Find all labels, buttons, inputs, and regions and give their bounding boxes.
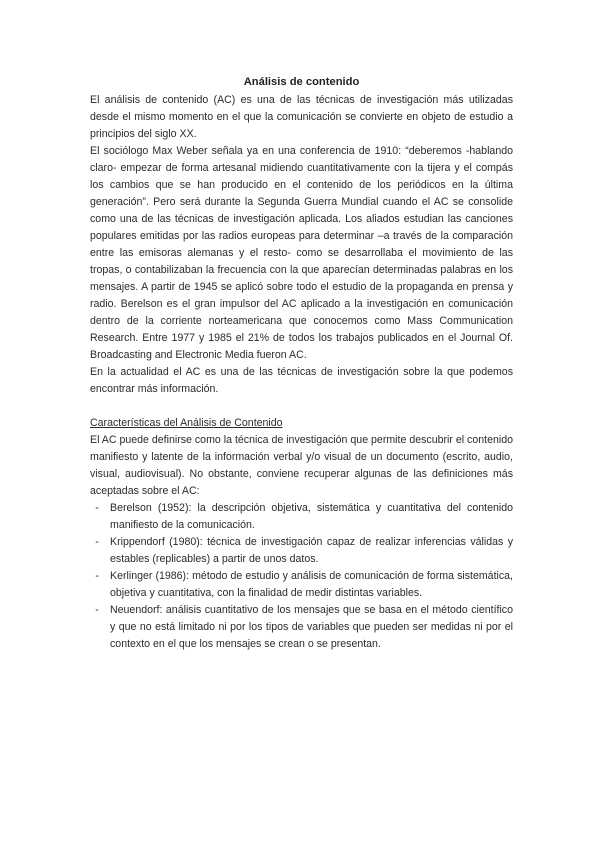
document-title: Análisis de contenido [243,76,360,88]
list-item [90,500,513,534]
bullet-dash: - [95,570,99,582]
definitions-list [90,500,513,653]
definition-neuendorf: Neuendorf: análisis cuantitativo de los mensajes que se basa en el método científico y que no está limitado ni por los tipos de variables que pueden ser medidas ni por el contexto en el que los mensajes se crean o se presentan. [110,604,513,650]
definition-krippendorf: Krippendorf (1980): técnica de investigación capaz de realizar inferencias válidas y estables (replicables) a partir de unos datos. [110,536,513,565]
intro-paragraph: El análisis de contenido (AC) es una de las técnicas de investigación más utilizadas desde el mismo momento en el que la comunicación se convierte en objeto de estudio a principios del siglo XX. [90,94,513,140]
bullet-dash: - [95,536,99,548]
current-paragraph: En la actualidad el AC es una de las técnicas de investigación sobre la que podemos encontrar más información. [90,366,513,395]
document-body [90,74,513,653]
section-subtitle: Características del Análisis de Contenido [90,417,283,429]
list-item [90,602,513,653]
list-item [90,568,513,602]
section-spacer [90,398,513,415]
section-intro: El AC puede definirse como la técnica de investigación que permite descubrir el contenido manifiesto y latente de la información verbal y/o visual de un documento (escrito, audio, visual, audiovisual). No obstante, conviene recuperar algunas de las definiciones más aceptadas sobre el AC: [90,434,513,497]
bullet-dash: - [95,604,99,616]
list-item [90,534,513,568]
history-paragraph: El sociólogo Max Weber señala ya en una conferencia de 1910: “deberemos -hablando claro- empezar de forma artesanal midiendo cuantitativamente con la tijera y el compás los cambios que se han producido en el contenido de los periódicos en la última generación”. Pero será durante la Segunda Guerra Mundial cuando el AC se consolide como una de las técnicas de investigación aplicada. Los aliados estudian las canciones populares emitidas por las radios europeas para determinar –a través de la comparación entre las emisoras alemanas y el resto- como se desarrollaba el movimiento de las tropas, o contabilizaban la frecuencia con la que aparecían determinadas palabras en los mensajes. A partir de 1945 se aplicó sobre todo el estudio de la propaganda en prensa y radio. Berelson es el gran impulsor del AC aplicado a la investigación en comunicación dentro de la corriente norteamericana que conocemos como Mass Communication Research. Entre 1977 y 1985 el 21% de todos los trabajos publicados en el Journal Of. Broadcasting and Electronic Media fueron AC. [90,145,513,361]
bullet-dash: - [95,502,99,514]
definition-berelson: Berelson (1952): la descripción objetiva, sistemática y cuantitativa del contenido manifiesto de la comunicación. [110,502,513,531]
definition-kerlinger: Kerlinger (1986): método de estudio y análisis de comunicación de forma sistemática, objetiva y cuantitativa, con la finalidad de medir distintas variables. [110,570,513,599]
